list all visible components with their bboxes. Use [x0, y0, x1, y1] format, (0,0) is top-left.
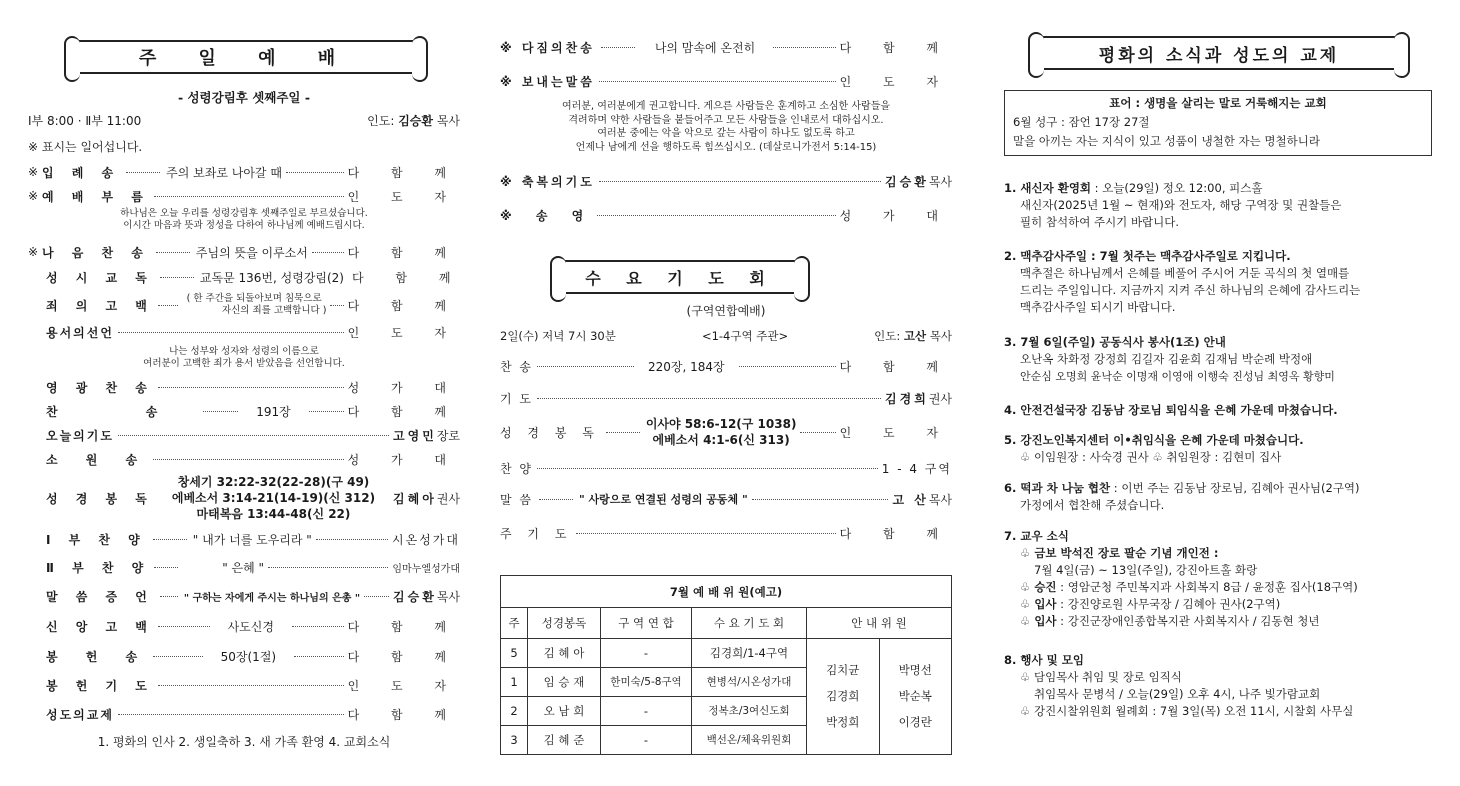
- order-right: 다 함 께: [347, 298, 460, 313]
- table-row: 5 김 혜 아 - 김경희/1-4구역 김치균 김경희 박정희 박명선 박순복 이경란: [501, 638, 952, 667]
- table-header: 주: [501, 608, 528, 638]
- order-middle: 191장: [256, 404, 291, 419]
- sermon-title: " 사랑으로 연결된 성령의 공동체 ": [579, 493, 748, 506]
- order-item: [500, 524, 952, 542]
- order-right: 인 도 자: [347, 678, 460, 693]
- ushers-cell: 김치균 김경희 박정희 박명선 박순복 이경란: [807, 638, 952, 754]
- order-right: 인 도 자: [839, 425, 952, 440]
- july-committee-table: [500, 575, 952, 755]
- order-label: 신 앙 고 백: [46, 619, 154, 634]
- order-right: 성 가 대: [347, 452, 460, 467]
- scripture-passages: 창세기 32:22-32(22-28)(구 49) 에베소서 3:14-21(14-19)(신 312) 마태복음 13:44-48(신 22): [171, 475, 376, 521]
- scripture-reading-item: [28, 472, 460, 524]
- order-right-title: 목사: [436, 589, 460, 604]
- order-label: 찬 송: [500, 359, 533, 374]
- news-item: 7. 교우 소식 ♧ 금보 박석진 장로 팔순 기념 개인전 : 7월 4일(금) ~ 13일(주일), 강진아트홀 화랑 ♧ 승진 : 영암군청 주민복지과 사회복지 8급 / 윤정훈 집사(18구역) ♧ 입사 : 강진양로원 사무국장 / 김혜아 권사(2구역) ♧ 입사 : 강진군장애인종합복지관 사회복지사 / 김동현 청년: [1004, 529, 1358, 628]
- news-banner: [1036, 36, 1402, 70]
- order-middle: " 은혜 ": [222, 560, 265, 575]
- order-item: [500, 459, 952, 477]
- leader-label: 인도:: [367, 113, 395, 128]
- order-label: 봉 헌 기 도: [46, 678, 154, 693]
- verse-ref: 6월 성구 : 잠언 17장 27절: [1013, 115, 1150, 129]
- stand-mark: ※: [28, 189, 39, 203]
- order-middle: 주의 보좌로 나아갈 때: [166, 165, 282, 180]
- stand-mark: ※: [28, 165, 39, 179]
- wednesday-host: <1-4구역 주관>: [701, 329, 789, 343]
- order-item: [28, 617, 460, 635]
- order-item: [28, 676, 460, 694]
- order-label: Ⅰ 부 찬 양: [46, 532, 147, 547]
- wednesday-prayer-banner: [558, 260, 802, 294]
- news-item: 4. 안전건설국장 김동남 장로님 퇴임식을 은혜 가운데 마쳤습니다.: [1004, 403, 1338, 417]
- order-item: [500, 172, 952, 190]
- order-item: [500, 206, 952, 224]
- table-row: 1 임 승 재 한미숙/5-8구역 현병석/시온성가대: [501, 667, 952, 696]
- news-item: 1. 새신자 환영회 : 오늘(29일) 정오 12:00, 피스홀 새신자(2025년 1월 ~ 현재)와 전도자, 해당 구역장 및 권찰들은 필히 참석하여 주시기 바랍니다.: [1004, 181, 1342, 229]
- order-right: 다 함 께: [352, 270, 465, 285]
- order-item: [28, 243, 460, 261]
- order-label: 찬 송: [46, 404, 200, 419]
- wednesday-subtitle: (구역연합예배): [686, 304, 766, 318]
- order-item: [28, 647, 460, 665]
- leader-label: 인도:: [874, 329, 901, 343]
- order-middle: 나의 맘속에 온전히: [654, 40, 756, 55]
- order-item: [500, 72, 952, 90]
- benediction-text: 여러분, 여러분에게 권고합니다. 게으른 사람들은 훈계하고 소심한 사람들을 격려하며 약한 사람들을 붙들어주고 모든 사람들을 인내로서 대하십시오. 여러분 중에는 악을 악으로 갚는 사람이 하나도 없도록 하고 언제나 남에게 선을 행하도록 힘쓰십시오. (데살로니가전서 5:14-15): [561, 101, 891, 153]
- order-middle: 주님의 뜻을 이루소서: [195, 245, 308, 260]
- order-item: [28, 268, 465, 286]
- wednesday-scripture: 이사야 58:6-12(구 1038) 에베소서 4:1-6(신 313): [645, 417, 797, 447]
- order-right-name: 김승환: [393, 589, 437, 604]
- sunday-worship-banner: [72, 40, 420, 74]
- order-item: [28, 450, 460, 468]
- order-label: ※ 다짐의찬송: [500, 40, 595, 55]
- order-item: [28, 587, 460, 605]
- order-right-name: 김경희: [885, 391, 929, 406]
- order-label: 말 씀 증 언: [46, 589, 154, 604]
- standing-note: ※ 표시는 일어섭니다.: [28, 140, 143, 154]
- order-right: 다 함 께: [347, 245, 460, 260]
- motto-box: [1004, 90, 1432, 156]
- order-right-title: 장로: [436, 428, 460, 443]
- order-label: 죄 의 고 백: [46, 298, 154, 313]
- leader-name: 김승환: [398, 113, 433, 128]
- order-label: 봉 헌 송: [46, 649, 150, 664]
- order-label: 말 씀: [500, 492, 533, 507]
- news-item: 3. 7월 6일(주일) 공동식사 봉사(1조) 안내 오난옥 차화정 강정희 김길자 김윤희 김재님 박순례 박정애 안순심 오명희 윤낙순 이명재 이영애 이행숙 진성님 최영옥 황향미: [1004, 335, 1335, 383]
- order-label: 오늘의기도: [46, 428, 114, 443]
- order-label: ※ 보내는말씀: [500, 74, 595, 89]
- scripture-reader-title: 권사: [436, 491, 460, 506]
- order-right: 인 도 자: [347, 325, 460, 340]
- news-column: [996, 0, 1432, 786]
- wednesday-time: 2일(수) 저녁 7시 30분: [500, 329, 616, 343]
- order-label: Ⅱ 부 찬 양: [46, 560, 151, 575]
- pardon-text: 나는 성부와 성자와 성령의 이름으로 여러분이 고백한 죄가 용서 받았음을 선언합니다.: [143, 346, 345, 369]
- order-right: 다 함 께: [839, 526, 952, 541]
- order-right: 다 함 께: [347, 649, 460, 664]
- order-right: 인 도 자: [347, 189, 460, 204]
- order-label: 주 기 도: [500, 526, 573, 541]
- order-middle: " 내가 너를 도우리라 ": [192, 532, 312, 547]
- wednesday-info-row: [500, 327, 952, 345]
- order-item: [500, 389, 952, 407]
- order-middle: 사도신경: [227, 619, 274, 634]
- order-right: 다 함 께: [839, 40, 952, 55]
- order-right-title: 목사: [928, 492, 952, 507]
- order-middle: 50장(1절): [220, 649, 277, 664]
- news-item: 2. 맥추감사주일 : 7월 첫주는 맥추감사주일로 지킵니다. 맥추절은 하나님께서 은혜를 베풀어 주시어 거둔 곡식의 첫 열매를 드리는 주일입니다. 지금까지 지켜 주신 하나님의 은혜에 감사드리는 맥추감사주일 되시기 바랍니다.: [1004, 249, 1361, 314]
- news-item: 6. 떡과 차 나눔 협찬 : 이번 주는 김동남 장로님, 김혜아 권사님(2구역) 가정에서 협찬해 주셨습니다.: [1004, 481, 1360, 512]
- scripture-reader: 김혜아: [393, 491, 437, 506]
- order-item: [28, 530, 460, 548]
- order-label: 입 례 송: [42, 165, 121, 180]
- order-right-title: 권사: [928, 391, 952, 406]
- order-label: 성 시 교 독: [46, 270, 154, 285]
- order-item: [28, 705, 460, 723]
- order-right: 성 가 대: [347, 380, 460, 395]
- order-right: 1 - 4 구역: [881, 461, 952, 476]
- order-label: ※ 송 영: [500, 208, 594, 223]
- order-right: 다 함 께: [347, 165, 460, 180]
- table-row: 3 김 혜 준 - 백선온/체육위원회: [501, 725, 952, 754]
- table-header: 성경봉독: [528, 608, 601, 638]
- motto: 표어 : 생명을 살리는 말로 거룩해지는 교회: [1109, 96, 1327, 110]
- order-middle: 교독문 136번, 성령강림(2): [199, 270, 344, 285]
- news-item: 5. 강진노인복지센터 이•취임식을 은혜 가운데 마쳤습니다. ♧ 이임원장 : 사숙경 권사 ♧ 취임원장 : 김현미 집사: [1004, 433, 1304, 464]
- order-label: 성 경 봉 독: [46, 491, 154, 506]
- order-label: 성도의교제: [46, 707, 114, 722]
- order-right: 다 함 께: [839, 359, 952, 374]
- order-right-name: 고 산: [892, 492, 929, 507]
- order-item: [28, 292, 460, 318]
- leader-title: 목사: [929, 329, 952, 343]
- order-label: 용서의선언: [46, 325, 114, 340]
- order-right: 다 함 께: [347, 404, 460, 419]
- service-times: Ⅰ부 8:00 · Ⅱ부 11:00: [28, 113, 142, 128]
- order-right: 다 함 께: [347, 619, 460, 634]
- order-label: ※ 축복의기도: [500, 174, 595, 189]
- sermon-title: " 구하는 자에게 주시는 하나님의 은총 ": [183, 592, 361, 604]
- order-label: 나 음 찬 송: [42, 245, 150, 260]
- banner-title: 주 일 예 배: [138, 48, 354, 69]
- table-header: 구 역 연 합: [601, 608, 692, 638]
- confession-note: ( 한 주간을 되돌아보며 침묵으로 자신의 죄를 고백합니다 ): [186, 293, 327, 316]
- order-right-title: 목사: [928, 174, 952, 189]
- order-item: [500, 38, 952, 56]
- order-item: [28, 426, 460, 444]
- banner-title: 평화의 소식과 성도의 교제: [1098, 45, 1340, 66]
- order-right-name: 고영민: [393, 428, 437, 443]
- table-title: 7월 예 배 위 원(예고): [501, 576, 952, 608]
- table-header: 안 내 위 원: [807, 608, 952, 638]
- stand-mark: ※: [28, 245, 39, 259]
- leader-title: 목사: [436, 113, 460, 128]
- order-right: 인 도 자: [839, 74, 952, 89]
- order-label: 성 경 봉 독: [500, 425, 600, 440]
- order-item: [28, 378, 460, 396]
- order-label: 소 원 송: [46, 452, 150, 467]
- table-header: 수 요 기 도 회: [692, 608, 807, 638]
- subtitle: - 성령강림후 셋째주일 -: [177, 90, 311, 105]
- verse-text: 말을 아끼는 자는 지식이 있고 성품이 냉철한 자는 명철하니라: [1013, 134, 1320, 148]
- order-item: [500, 357, 952, 375]
- leader-name: 고산: [903, 329, 927, 343]
- news-item: 8. 행사 및 모임 ♧ 담임목사 취임 및 장로 임직식 취임목사 문병석 / 오늘(29일) 오후 4시, 나주 빛가람교회 ♧ 강진시찰위원회 월례회 : 7월 3일(목) 오전 11시, 시찰회 사무실: [1004, 653, 1354, 718]
- order-right: 성 가 대: [839, 208, 952, 223]
- order-item: [500, 414, 952, 450]
- order-label: 기 도: [500, 391, 533, 406]
- order-label: 영 광 찬 송: [46, 380, 154, 395]
- order-label: 찬 양: [500, 461, 533, 476]
- order-right: 임마누엘성가대: [392, 563, 460, 575]
- sunday-worship-column: [28, 0, 465, 786]
- order-item: [28, 187, 460, 205]
- order-item: [28, 323, 460, 341]
- banner-title: 수 요 기 도 회: [585, 268, 775, 288]
- order-item: [28, 163, 460, 181]
- order-item: [28, 558, 460, 576]
- order-right: 시온성가대: [392, 532, 460, 547]
- order-label: 예 배 부 름: [42, 189, 150, 204]
- fellowship-list: 1. 평화의 인사 2. 생일축하 3. 새 가족 환영 4. 교회소식: [97, 735, 391, 749]
- order-right-name: 김승환: [885, 174, 929, 189]
- order-item: [28, 402, 460, 420]
- table-row: 2 오 남 희 - 정복초/3여신도회: [501, 696, 952, 725]
- service-times-row: [28, 112, 460, 128]
- order-item: [500, 490, 952, 508]
- order-right: 다 함 께: [347, 707, 460, 722]
- order-middle: 220장, 184장: [647, 359, 725, 374]
- call-to-worship-text: 하나님은 오늘 우리를 성령강림후 셋째주일로 부르셨습니다. 이시간 마음과 뜻과 정성을 다하여 하나님께 예배드립시다.: [120, 208, 368, 231]
- middle-column: [500, 0, 952, 786]
